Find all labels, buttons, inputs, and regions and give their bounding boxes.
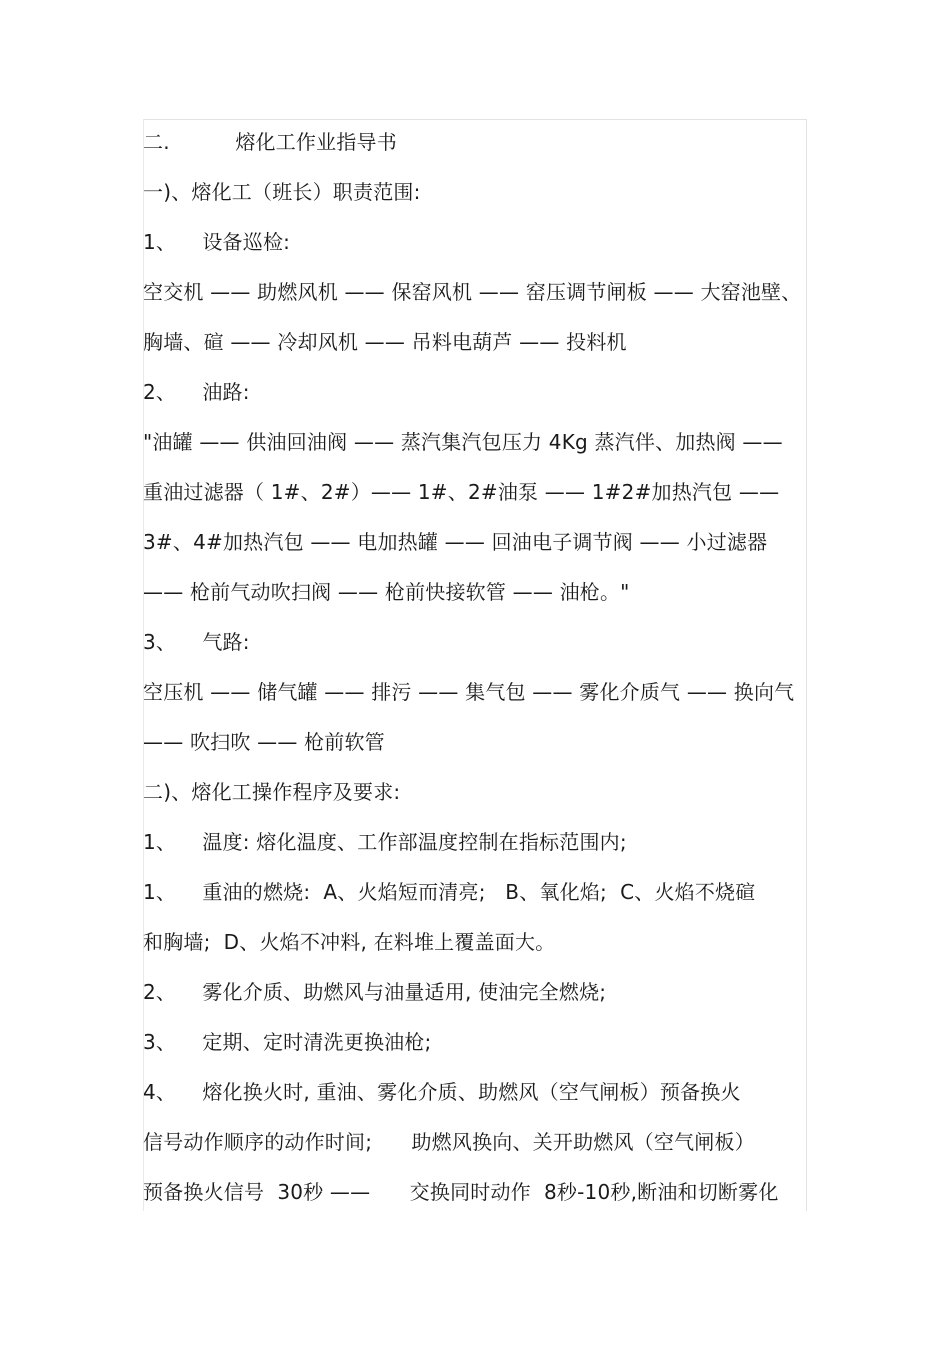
procedure-item-temperature: 1、 温度: 熔化温度、工作部温度控制在指标范围内; bbox=[143, 830, 627, 854]
subsection-heading-procedure: 二)、熔化工操作程序及要求: bbox=[143, 780, 401, 804]
procedure-item-changeover-line-3: 预备换火信号 30秒 —— 交换同时动作 8秒-10秒,断油和切断雾化 bbox=[143, 1180, 779, 1204]
subsection-heading-duties: 一)、熔化工（班长）职责范围: bbox=[143, 180, 421, 204]
procedure-item-oil-gun-cleaning: 3、 定期、定时清洗更换油枪; bbox=[143, 1030, 432, 1054]
oil-chain-line-2: 重油过滤器（ 1#、2#）—— 1#、2#油泵 —— 1#2#加热汽包 —— bbox=[143, 480, 780, 504]
oil-chain-line-1: "油罐 —— 供油回油阀 —— 蒸汽集汽包压力 4Kg 蒸汽伴、加热阀 —— bbox=[143, 430, 783, 454]
item-air-circuit: 3、 气路: bbox=[143, 630, 250, 654]
procedure-item-combustion-line-1: 1、 重油的燃烧: A、火焰短而清亮; B、氧化焰; C、火焰不烧碹 bbox=[143, 880, 756, 904]
equipment-chain-line-2: 胸墙、碹 —— 冷却风机 —— 吊料电葫芦 —— 投料机 bbox=[143, 330, 627, 354]
air-chain-line-2: —— 吹扫吹 —— 枪前软管 bbox=[143, 730, 385, 754]
oil-chain-line-4: —— 枪前气动吹扫阀 —— 枪前快接软管 —— 油枪。" bbox=[143, 580, 630, 604]
oil-chain-line-3: 3#、4#加热汽包 —— 电加热罐 —— 回油电子调节阀 —— 小过滤器 bbox=[143, 530, 768, 554]
procedure-item-combustion-line-2: 和胸墙; D、火焰不冲料, 在料堆上覆盖面大。 bbox=[143, 930, 556, 954]
air-chain-line-1: 空压机 —— 储气罐 —— 排污 —— 集气包 —— 雾化介质气 —— 换向气 bbox=[143, 680, 795, 704]
procedure-item-changeover-line-1: 4、 熔化换火时, 重油、雾化介质、助燃风（空气闸板）预备换火 bbox=[143, 1080, 741, 1104]
item-equipment-inspection: 1、 设备巡检: bbox=[143, 230, 291, 254]
item-oil-circuit: 2、 油路: bbox=[143, 380, 250, 404]
procedure-item-changeover-line-2: 信号动作顺序的动作时间; 助燃风换向、关开助燃风（空气闸板） bbox=[143, 1130, 755, 1154]
procedure-item-atomization: 2、 雾化介质、助燃风与油量适用, 使油完全燃烧; bbox=[143, 980, 607, 1004]
section-title: 二. 熔化工作业指导书 bbox=[143, 130, 397, 154]
equipment-chain-line-1: 空交机 —— 助燃风机 —— 保窑风机 —— 窑压调节闸板 —— 大窑池壁、 bbox=[143, 280, 802, 304]
